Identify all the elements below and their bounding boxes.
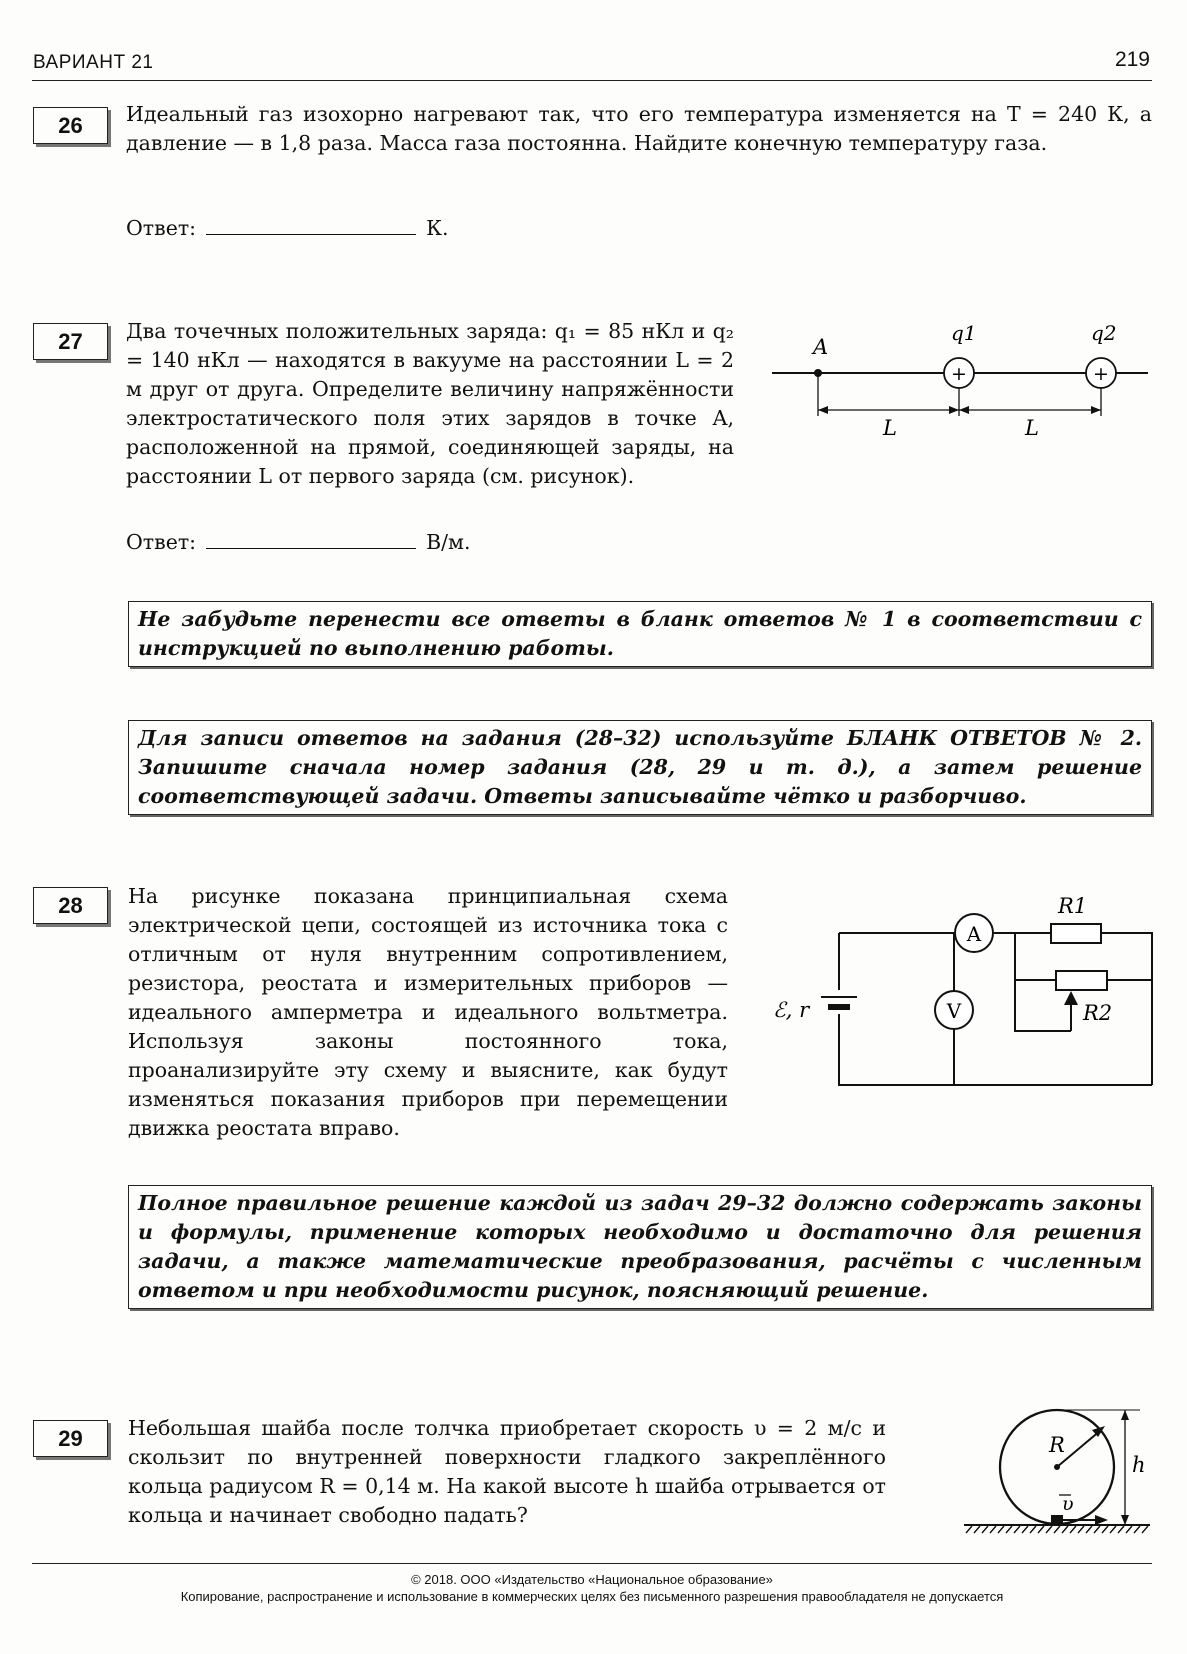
resistor-r1 bbox=[1051, 924, 1101, 943]
r2-label: R2 bbox=[1083, 1001, 1113, 1025]
height-label: h bbox=[1132, 1453, 1146, 1477]
footer-copyright: © 2018. ООО «Издательство «Национальное образование» bbox=[411, 1572, 773, 1587]
puck bbox=[1051, 1515, 1063, 1525]
page-number: 219 bbox=[1114, 48, 1150, 71]
radius-label: R bbox=[1049, 1433, 1065, 1457]
charges-figure bbox=[765, 318, 1165, 438]
velocity-arrow bbox=[1095, 1515, 1108, 1525]
answer-label: Ответ: bbox=[126, 216, 197, 240]
answer-label: Ответ: bbox=[126, 530, 197, 554]
question-28-number: 28 bbox=[33, 887, 108, 924]
rheostat-slider-arrow bbox=[1064, 991, 1078, 1005]
q2-plus-sign: + bbox=[1093, 363, 1109, 385]
q1-label: q1 bbox=[951, 321, 977, 345]
r1-label: R1 bbox=[1058, 894, 1088, 918]
footer-rule bbox=[32, 1563, 1152, 1564]
question-29-number: 29 bbox=[33, 1420, 108, 1457]
notice-answer-sheet-2: Для записи ответов на задания (28–32) используйте БЛАНК ОТВЕТОВ № 2. Запишите сначала номер задания (28, 29 и т. д.), а затем решение соответствующей задачи. Ответы записывайте чётко и разборчиво. bbox=[128, 720, 1152, 815]
ground-hatching bbox=[966, 1526, 1148, 1533]
answer-unit: К. bbox=[426, 216, 449, 240]
rheostat-r2 bbox=[1056, 971, 1107, 990]
answer-field[interactable] bbox=[206, 530, 416, 549]
distance-label-2: L bbox=[1025, 416, 1039, 438]
question-26-number: 26 bbox=[33, 107, 108, 144]
source-label: ℰ, r bbox=[773, 998, 810, 1022]
answer-field[interactable] bbox=[206, 216, 416, 235]
variant-label: ВАРИАНТ 21 bbox=[33, 52, 154, 73]
answer-unit: В/м. bbox=[426, 530, 471, 554]
question-27-number: 27 bbox=[33, 323, 108, 360]
point-a-label: A bbox=[813, 335, 829, 359]
circuit-figure bbox=[765, 880, 1165, 1100]
header-rule bbox=[32, 80, 1152, 81]
question-29-text: Небольшая шайба после толчка приобретает скорость υ = 2 м/с и скользит по внутренней поверхности гладкого закреплённого кольца радиусом R = 0,14 м. На какой высоте h шайба отрывается от кольца и начинает свободно падать? bbox=[128, 1416, 886, 1527]
ammeter-label: A bbox=[966, 922, 982, 946]
question-27-text: Два точечных положительных заряда: q₁ = 85 нКл и q₂ = 140 нКл — находятся в вакууме на расстоянии L = 2 м друг от друга. Определите величину напряжённости электростатического поля этих зарядов в точке A, расположенной на прямой, соединяющей заряды, на расстоянии L от первого заряда (см. рисунок). bbox=[126, 319, 734, 488]
question-26-text: Идеальный газ изохорно нагревают так, что его температура изменяется на T = 240 К, а давление — в 1,8 раза. Масса газа постоянна. Найдите конечную температуру газа. bbox=[126, 102, 1152, 155]
question-26-answer bbox=[126, 214, 448, 243]
q2-label: q2 bbox=[1091, 321, 1117, 345]
notice-transfer-answers: Не забудьте перенести все ответы в бланк ответов № 1 в соответствии с инструкцией по выполнению работы. bbox=[128, 601, 1152, 667]
footer-notice: Копирование, распространение и использование в коммерческих целях без письменного разрешения правообладателя не допускается bbox=[180, 1589, 1004, 1604]
notice-full-solution: Полное правильное решение каждой из задач 29–32 должно содержать законы и формулы, применение которых необходимо и достаточно для решения задачи, а также математические преобразования, расчёты с численным ответом и при необходимости рисунок, поясняющий решение. bbox=[128, 1185, 1152, 1309]
voltmeter-label: V bbox=[946, 999, 962, 1023]
distance-label-1: L bbox=[883, 416, 897, 438]
ring-figure bbox=[950, 1405, 1160, 1535]
q1-plus-sign: + bbox=[951, 363, 967, 385]
question-27-answer bbox=[126, 528, 471, 557]
question-28-text: На рисунке показана принципиальная схема электрической цепи, состоящей из источника тока с отличным от нуля внутренним сопротивлением, резистора, реостата и измерительных приборов — идеального амперметра и идеального вольтметра. Используя законы постоянного тока, проанализируйте эту схему и выясните, как будут изменяться показания приборов при перемещении движка реостата вправо. bbox=[128, 884, 728, 1140]
velocity-label: υ bbox=[1062, 1493, 1074, 1515]
